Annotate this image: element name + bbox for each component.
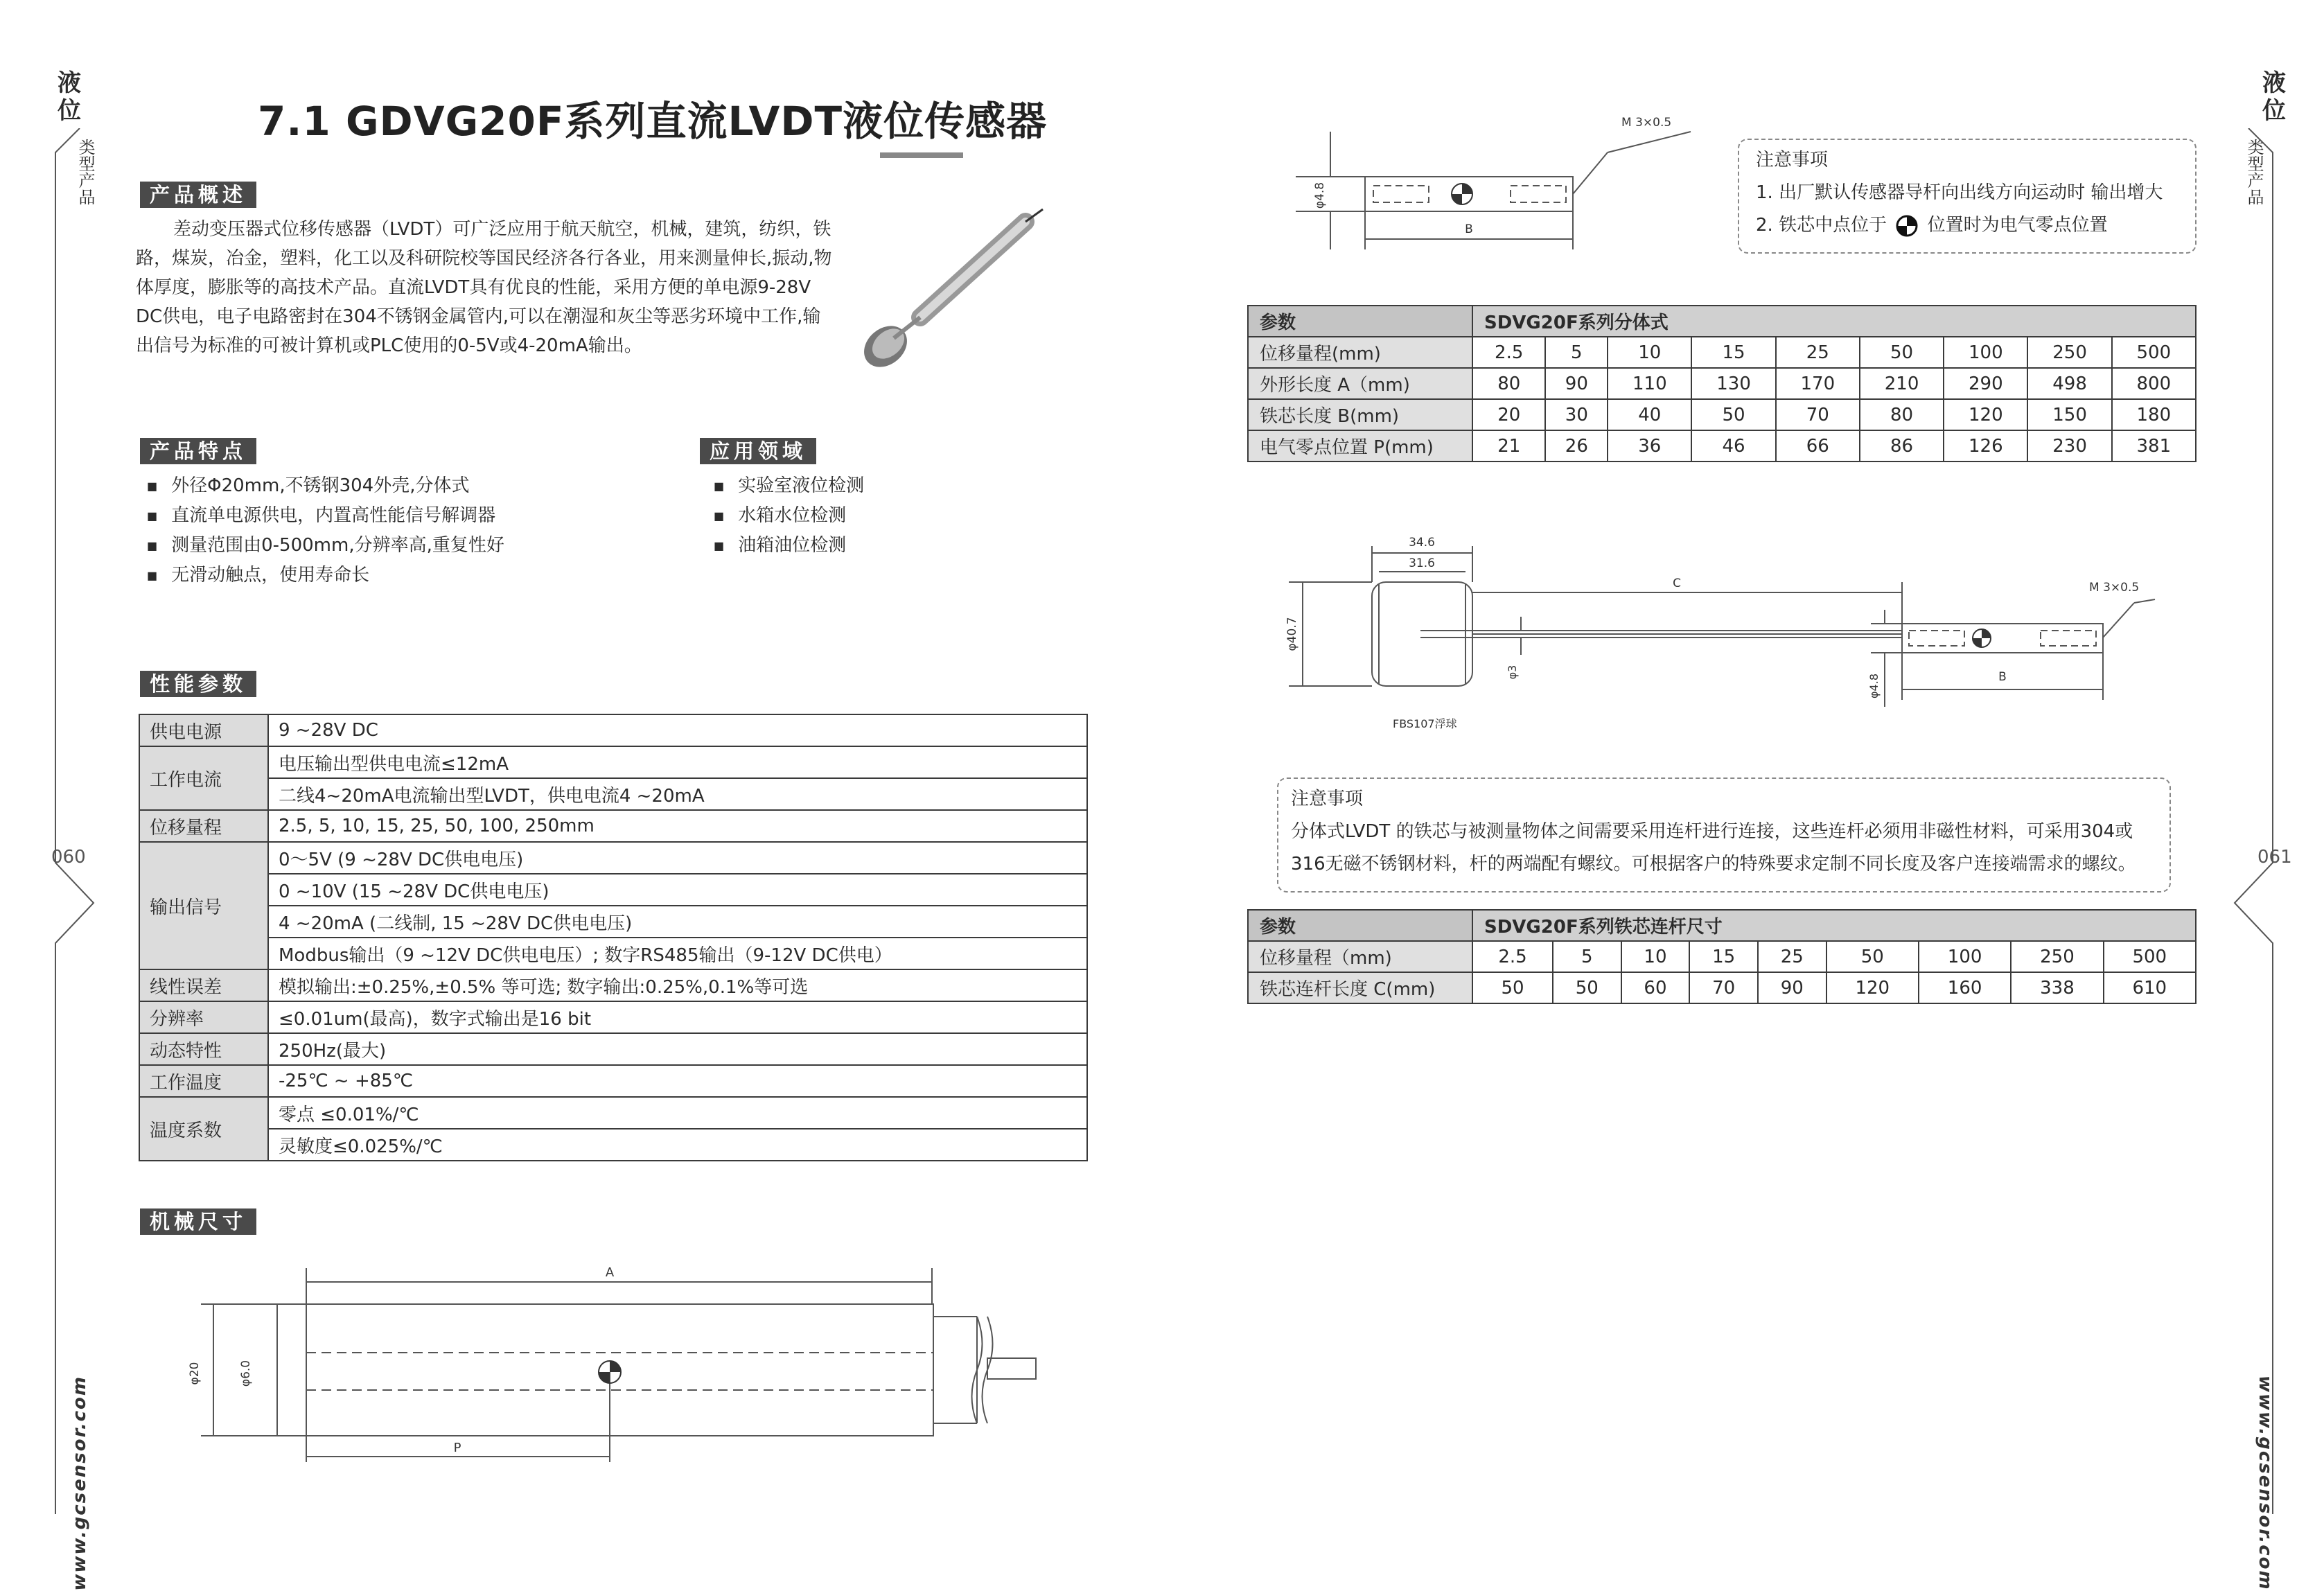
list-item: ■ 水箱水位检测	[714, 501, 864, 531]
features-heading: 产品特点	[140, 438, 256, 464]
row-key: 位移量程（mm)	[1248, 941, 1472, 972]
param-value: 250Hz(最大)	[268, 1033, 1087, 1065]
list-item: ■ 外径Φ20mm,不锈钢304外壳,分体式	[147, 471, 504, 501]
header-cell: 参数	[1248, 306, 1472, 337]
table-row	[139, 906, 1087, 938]
table-cell: 70	[1776, 399, 1860, 430]
table-cell: 130	[1691, 368, 1775, 399]
table-cell: 250	[2011, 941, 2103, 972]
table-cell: 498	[2027, 368, 2111, 399]
table-cell: 500	[2104, 941, 2196, 972]
row-key: 铁芯长度 B(mm)	[1248, 399, 1472, 430]
float-thread: M 3×0.5	[2089, 581, 2140, 595]
table-cell: 10	[1621, 941, 1690, 972]
list-item: ■ 直流单电源供电，内置高性能信号解调器	[147, 501, 504, 531]
float-w1: 34.6	[1409, 536, 1435, 550]
param-value: ≤0.01um(最高)，数字式输出是16 bit	[268, 1001, 1087, 1033]
table-cell: 2.5	[1472, 941, 1553, 972]
table-row	[1248, 430, 2196, 462]
table-row	[139, 1097, 1087, 1129]
note-box-2	[1277, 777, 2171, 893]
param-key: 输出信号	[139, 842, 268, 969]
table-row	[139, 778, 1087, 810]
float-drawing	[1275, 534, 2162, 741]
float-B: B	[1998, 670, 2007, 684]
header-cell: SDVG20F系列分体式	[1472, 306, 2196, 337]
left-page-number: 060	[51, 847, 86, 868]
param-key: 供电电源	[139, 714, 268, 746]
table-cell: 20	[1472, 399, 1545, 430]
row-key: 铁芯连杆长度 C(mm)	[1248, 972, 1472, 1003]
table-row	[1248, 972, 2196, 1003]
table-cell: 126	[1944, 430, 2027, 462]
dim-A: A	[605, 1265, 615, 1280]
param-value: 4 ~20mA (二线制, 15 ~28V DC供电电压)	[268, 906, 1087, 938]
table-cell: 70	[1689, 972, 1758, 1003]
table-row	[1248, 399, 2196, 430]
param-value: -25℃ ~ +85℃	[268, 1065, 1087, 1097]
note-box-1	[1738, 139, 2197, 254]
right-side-line	[2217, 128, 2287, 1514]
header-cell: 参数	[1248, 910, 1472, 941]
table-row	[139, 874, 1087, 906]
list-item: ■ 无滑动触点，使用寿命长	[147, 561, 504, 590]
row-key: 位移量程(mm)	[1248, 337, 1472, 368]
float-d48: φ4.8	[1867, 674, 1881, 698]
table-cell: 120	[1826, 972, 1919, 1003]
note-1-title: 注意事项	[1756, 150, 1829, 170]
param-value: 灵敏度≤0.025%/℃	[268, 1129, 1087, 1161]
param-key: 分辨率	[139, 1001, 268, 1033]
table-cell: 800	[2112, 368, 2196, 399]
title-underline	[880, 152, 963, 158]
table-row	[139, 746, 1087, 778]
table-row	[139, 1001, 1087, 1033]
core-drawing	[1261, 111, 1705, 263]
table-cell: 26	[1545, 430, 1608, 462]
table-header-row	[1248, 910, 2196, 941]
table-row	[139, 810, 1087, 842]
overview-heading: 产品概述	[140, 182, 256, 208]
table-cell: 100	[1944, 337, 2027, 368]
right-page-number: 061	[2257, 847, 2292, 868]
note-2-line-1: 分体式LVDT 的铁芯与被测量物体之间需要采用连杆进行连接，这些连杆必须用非磁性材料，可采用304或	[1291, 821, 2133, 842]
table-row	[139, 938, 1087, 969]
table-cell: 50	[1553, 972, 1621, 1003]
param-key: 温度系数	[139, 1097, 268, 1161]
page-title: 7.1 GDVG20F系列直流LVDT液位传感器	[258, 98, 1048, 145]
table-cell: 66	[1776, 430, 1860, 462]
mechanical-drawing	[180, 1254, 1053, 1483]
right-website: www.gcsensor.com	[2255, 1375, 2275, 1591]
table-cell: 90	[1758, 972, 1826, 1003]
float-w2: 31.6	[1409, 556, 1435, 570]
table-cell: 150	[2027, 399, 2111, 430]
float-C: C	[1673, 577, 1681, 590]
dim-d6: φ6.0	[239, 1360, 253, 1387]
list-item: ■ 实验室液位检测	[714, 471, 864, 501]
list-item: ■ 油箱油位检测	[714, 531, 864, 561]
features-list	[147, 471, 504, 590]
table-cell: 15	[1691, 337, 1775, 368]
left-side-line	[42, 128, 111, 1514]
table-cell: 338	[2011, 972, 2103, 1003]
table-cell: 250	[2027, 337, 2111, 368]
table-cell: 2.5	[1472, 337, 1545, 368]
table-cell: 5	[1553, 941, 1621, 972]
param-value: 0 ~10V (15 ~28V DC供电电压)	[268, 874, 1087, 906]
table-cell: 50	[1691, 399, 1775, 430]
param-value: 0～5V (9 ~28V DC供电电压)	[268, 842, 1087, 874]
table-cell: 36	[1608, 430, 1691, 462]
param-value: 模拟输出:±0.25%,±0.5% 等可选; 数字输出:0.25%,0.1%等可选	[268, 969, 1087, 1001]
note-2-title: 注意事项	[1291, 789, 1364, 809]
table-row	[139, 714, 1087, 746]
param-value: 零点 ≤0.01%/℃	[268, 1097, 1087, 1129]
note-1-line-1: 1. 出厂默认传感器导杆向出线方向运动时 输出增大	[1756, 182, 2163, 203]
table-cell: 120	[1944, 399, 2027, 430]
table-row	[139, 969, 1087, 1001]
split-type-table	[1247, 305, 2197, 462]
table-cell: 170	[1776, 368, 1860, 399]
table-row	[1248, 337, 2196, 368]
table-row	[1248, 941, 2196, 972]
param-key: 工作温度	[139, 1065, 268, 1097]
table-cell: 180	[2112, 399, 2196, 430]
table-cell: 100	[1919, 941, 2011, 972]
core-B-label: B	[1465, 222, 1473, 236]
overview-text: 差动变压器式位移传感器（LVDT）可广泛应用于航天航空，机械，建筑，纺织，铁路，煤炭，冶金，塑料，化工以及科研院校等国民经济各行各业，用来测量伸长,振动,物体厚度，膨胀等的高技术产品。直流LVDT具有优良的性能，采用方便的单电源9-28V DC供电，电子电路密封在304不锈钢金属管内,可以在潮湿和灰尘等恶劣环境中工作,输出信号为标准的可被计算机或PLC使用的0-5V或4-20mA输出。	[136, 219, 832, 356]
table-row	[139, 1065, 1087, 1097]
table-cell: 110	[1608, 368, 1691, 399]
param-value: Modbus输出（9 ~12V DC供电电压）; 数字RS485输出（9-12V DC供电）	[268, 938, 1087, 969]
table-cell: 15	[1689, 941, 1758, 972]
float-caption: FBS107浮球	[1393, 717, 1457, 730]
table-cell: 381	[2112, 430, 2196, 462]
performance-table	[139, 714, 1088, 1161]
param-key: 动态特性	[139, 1033, 268, 1065]
table-cell: 40	[1608, 399, 1691, 430]
table-cell: 25	[1776, 337, 1860, 368]
table-cell: 10	[1608, 337, 1691, 368]
core-thread-label: M 3×0.5	[1621, 116, 1672, 130]
core-center-symbol-icon	[1895, 214, 1919, 238]
table-cell: 50	[1472, 972, 1553, 1003]
left-side-title: 液位	[58, 69, 81, 125]
core-rod-table	[1247, 909, 2197, 1004]
mechanical-heading: 机械尺寸	[140, 1208, 256, 1235]
dim-P: P	[453, 1441, 461, 1455]
table-cell: 25	[1758, 941, 1826, 972]
float-d40: φ40.7	[1285, 617, 1299, 651]
table-cell: 50	[1826, 941, 1919, 972]
performance-heading: 性能参数	[140, 671, 256, 697]
table-cell: 86	[1860, 430, 1944, 462]
table-row	[139, 842, 1087, 874]
float-d3: φ3	[1506, 665, 1519, 680]
right-side-title: 液位	[2262, 69, 2286, 125]
table-cell: 80	[1472, 368, 1545, 399]
table-cell: 30	[1545, 399, 1608, 430]
row-key: 电气零点位置 P(mm)	[1248, 430, 1472, 462]
table-cell: 610	[2104, 972, 2196, 1003]
note-1-line-2: 2. 铁芯中点位于 位置时为电气零点位置	[1756, 209, 2178, 242]
table-cell: 90	[1545, 368, 1608, 399]
table-cell: 46	[1691, 430, 1775, 462]
param-value: 2.5, 5, 10, 15, 25, 50, 100, 250mm	[268, 810, 1087, 842]
param-key: 工作电流	[139, 746, 268, 810]
table-row	[139, 1033, 1087, 1065]
table-cell: 60	[1621, 972, 1690, 1003]
left-side-subtitle: 类型产品	[76, 139, 95, 205]
param-value: 电压输出型供电电流≤12mA	[268, 746, 1087, 778]
param-value: 9 ~28V DC	[268, 714, 1087, 746]
core-dia-label: φ4.8	[1313, 182, 1327, 209]
header-cell: SDVG20F系列铁芯连杆尺寸	[1472, 910, 2196, 941]
table-cell: 290	[1944, 368, 2027, 399]
table-cell: 230	[2027, 430, 2111, 462]
table-cell: 160	[1919, 972, 2011, 1003]
param-key: 线性误差	[139, 969, 268, 1001]
table-cell: 5	[1545, 337, 1608, 368]
applications-list	[714, 471, 864, 561]
table-cell: 80	[1860, 399, 1944, 430]
table-cell: 210	[1860, 368, 1944, 399]
note-2-line-2: 316无磁不锈钢材料，杆的两端配有螺纹。可根据客户的特殊要求定制不同长度及客户连接端需求的螺纹。	[1291, 854, 2136, 874]
sensor-photo	[852, 208, 1046, 374]
table-row	[1248, 368, 2196, 399]
row-key: 外形长度 A（mm)	[1248, 368, 1472, 399]
dim-d20: φ20	[188, 1362, 202, 1385]
applications-heading: 应用领域	[700, 438, 816, 464]
table-cell: 500	[2112, 337, 2196, 368]
table-row	[139, 1129, 1087, 1161]
list-item: ■ 测量范围由0-500mm,分辨率高,重复性好	[147, 531, 504, 561]
table-header-row	[1248, 306, 2196, 337]
table-cell: 21	[1472, 430, 1545, 462]
param-value: 二线4~20mA电流输出型LVDT，供电电流4 ~20mA	[268, 778, 1087, 810]
right-side-subtitle: 类型产品	[2244, 139, 2264, 205]
param-key: 位移量程	[139, 810, 268, 842]
left-website: www.gcsensor.com	[69, 1375, 90, 1591]
table-cell: 50	[1860, 337, 1944, 368]
